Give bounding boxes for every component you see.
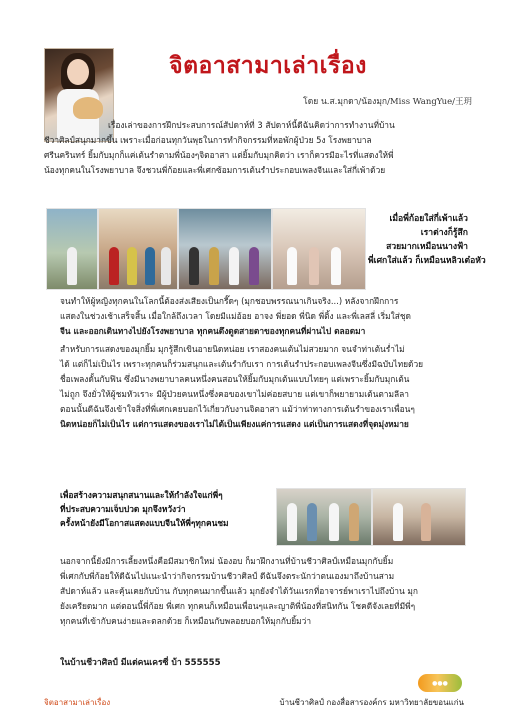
photo-strip-hospital [276, 488, 464, 544]
closing-line: ในบ้านชีวาศิลป์ มีแต่คนเครซี่ บ้า 555555 [60, 658, 221, 668]
side-line: เราต่างก็รู้สึก [420, 228, 468, 238]
hope-line: ที่ประสบความเจ็บปวด มุกจึงหวังว่า [60, 504, 186, 514]
page-title: จิตอาสามาเล่าเรื่อง [169, 52, 367, 79]
paragraph-3 [60, 342, 472, 432]
p2-line: จนทำให้ผู้หญิงทุกคนในโลกนี้ต้องส่งเสียงเป็นกรี๊ดๆ (มุกชอบพรรณนาเกินจริง...) หลังจากฝึกการ [60, 296, 399, 306]
p3-line: ได้ แต่ก็ไม่เป็นไร เพราะทุกคนก็ร่วมสนุกและเต้นรำกับเรา การเต้นรำประกอบเพลงจีนซึ่งมีฉบับไทยด้วย [60, 359, 424, 369]
footer-column-name: จิตอาสามาเล่าเรื่อง [44, 698, 111, 707]
side-line: พี่เศกใส่แล้ว ก็เหมือนหลิวเต๋อหัว [368, 256, 486, 266]
footer-organization: บ้านชีวาศิลป์ กองสื่อสารองค์กร มหาวิทยาลัยขอนแก่น [279, 698, 464, 707]
p4-line: พี่เศกกับพี่ก้อยให้ดีฉันไปแนะนำว่ากิจกรรมบ้านชีวาศิลป์ ดีฉันจึงตระนักว่าตนเองมาถึงบ้านสาม [60, 571, 395, 581]
photo-group-outdoor [98, 208, 178, 290]
organization-logo: ●●● [418, 674, 462, 692]
photo-girl-qipao [46, 208, 98, 290]
p4-line: ยังเครียดมาก แต่ตอนนี้พี่ก้อย พี่เศก ทุกคนก็เหมือนเพื่อนๆและญาติพี่น้องที่สนิทกัน โชคดีจังเลยที่มีพี่ๆ [60, 601, 416, 611]
p3-line: ไม่ถูก จึงยั่วให้ผู้ชมหัวเราะ มีผู้ป่วยคนหนึ่งซึ่งคอของเขาไม่ค่อยสบาย แต่เขาก็พยายามเต้นตามลีลา [60, 389, 409, 399]
photo-hospital-ward [276, 488, 372, 546]
p4-line: นอกจากนี้ยังมีการเลี้ยงหนึ่งคือมีสมาชิกใหม่ น้องอบ ก็มาฝึกงานที่บ้านชีวาศิลป์เหมือนมุกกับยิ้ม [60, 556, 394, 566]
photo-hospital-dance [372, 488, 466, 546]
p1-line: ชีวาศิลป์สนุกมากขึ้น เพราะเมื่อก่อนทุกวันพุธในการทำกิจกรรมที่หอพักผู้ป่วย 5ง โรงพยาบาล [44, 135, 372, 145]
paragraph-2 [60, 294, 472, 339]
paragraph-1 [44, 118, 468, 178]
p3-line: ตอนนั้นดีฉันจึงเข้าใจสิ่งที่พี่เศกเคยบอกไว้เกี่ยวกับงานจิตอาสา แม้ว่าท่าทางการเต้นรำของเราเพื่อนๆ [60, 404, 415, 414]
p3-line: นิดหน่อยก็ไม่เป็นไร แต่การแสดงของเราไม่ได้เป็นเพียงแค่การแสดง แต่เป็นการแสดงที่จุดมุ่งหมาย [60, 419, 409, 429]
p2-line: แสดงในช่วงเช้าเสร็จสิ้น เมื่อใกล้ถึงเวลา โดยมีแม่อ้อย อาจง พี่ยอด พี่นิด พี่ติ้ง และพี่เลสลี่ เริ่มใส่ชุด [60, 311, 411, 321]
p1-line: เรื่องเล่าของการฝึกประสบการณ์สัปดาห์ที่ 3 สัปดาห์นี้ดีฉันคิดว่าการทำงานที่บ้าน [108, 120, 395, 130]
p1-line: ศรีนครินทร์ ยิ้มกับมุกก็แค่เต้นรำตามพี่น้องๆจิตอาสา แต่ยิ้มกับมุกคิดว่า เราก็ควรมีอะไรที่แสดงให้พี่ [44, 150, 394, 160]
hope-line: ครั้งหน้ายังมีโอกาสแสดงแบบจีนให้พี่ๆทุกคนชม [60, 518, 229, 528]
byline: โดย น.ส.มุกดา/น้องมุก/Miss WangYue/王玥 [303, 97, 472, 107]
p4-line: ทุกคนที่เข้ากับคนง่ายและตลกด้วย ก็เหมือนกับพลอยบอกให้มุกกับยิ้มว่า [60, 616, 312, 626]
photo-caption-side [368, 212, 486, 268]
side-line: เมื่อพี่ก้อยใส่กี่เพ้าแล้ว [389, 214, 468, 224]
photo-group-walking [178, 208, 272, 290]
photo-strip-dance [46, 208, 364, 288]
photo-performers [272, 208, 366, 290]
p4-line: สัปดาห์แล้ว และคุ้นเคยกับบ้าน กับทุกคนมากขึ้นแล้ว มุกยังจำได้วันแรกที่อาจารย์พาเราไปถึงบ้าน มุก [60, 586, 418, 596]
p3-line: ชื่อเพลงดั้นกับฟิน ซึ่งมีนางพยาบาลคนหนึ่งคนสอนให้ยิ้มกับมุกเต้นแบบไทยๆ แต่เพราะยิ้มกับมุกเต้น [60, 374, 410, 384]
p1-line: น้องทุกคนในโรงพยาบาล จึงชวนพี่ก้อยและพี่เศกซ้อมการเต้นรำประกอบเพลงจีนและใส่กี่เพ้าด้วย [44, 165, 386, 175]
hope-line: เพื่อสร้างความสนุกสนานและให้กำลังใจแก่พี่ๆ [60, 490, 223, 500]
side-line: สวยมากเหมือนนางฟ้า [386, 242, 468, 252]
hope-text [60, 488, 270, 530]
p3-line: สำหรับการแสดงของมุกยิ้ม มุกรู้สึกเขินอายนิดหน่อย เราสองคนเต้นไม่สวยมาก จนจำท่าเต้นร่ำไม่ [60, 344, 405, 354]
paragraph-4 [60, 554, 472, 629]
p2-line: จีน และออกเดินทางไปยังโรงพยาบาล ทุกคนดึงดูดสายตาของทุกคนที่ผ่านไป ตลอดมา [60, 326, 366, 336]
